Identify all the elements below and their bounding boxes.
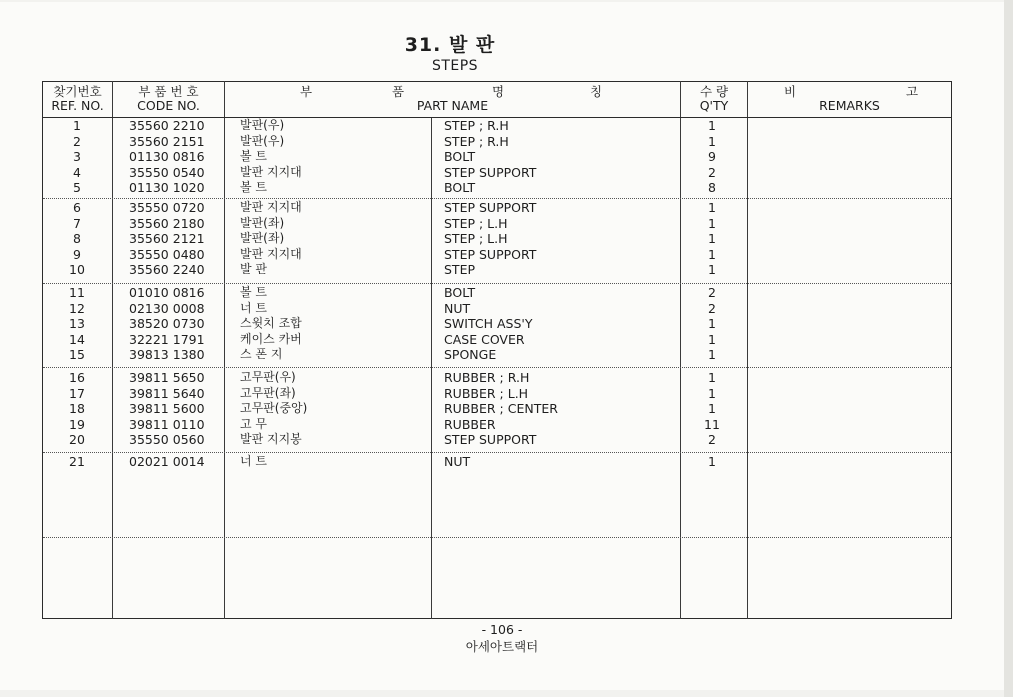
part-name-ko: 발판(우) <box>240 133 285 148</box>
part-name-ko: 발 판 <box>240 262 267 277</box>
quantity: 2 <box>708 285 716 300</box>
quantity: 11 <box>704 416 720 432</box>
ref-number: 1 <box>73 118 81 133</box>
header-name-ko-3: 명 <box>492 84 505 99</box>
part-name-ko: 발판 지지대 <box>240 200 302 214</box>
code-number: 01130 1020 <box>129 180 205 196</box>
code-number: 02021 0014 <box>129 454 205 469</box>
quantity: 2 <box>708 432 716 448</box>
table-row <box>43 301 951 317</box>
table-row <box>43 386 951 402</box>
table-row <box>43 432 951 448</box>
part-name-en: STEP SUPPORT <box>444 164 537 180</box>
ref-number: 8 <box>73 231 81 247</box>
ref-number: 4 <box>73 164 81 180</box>
ref-number: 19 <box>69 416 85 432</box>
part-name-ko: 발판 지지대 <box>240 246 302 261</box>
header-remarks-ko-1: 비 <box>784 84 797 99</box>
header-name-ko-1: 부 <box>300 84 313 99</box>
code-number: 39811 5600 <box>129 401 205 417</box>
ref-number: 18 <box>69 401 85 417</box>
table-row <box>43 134 951 150</box>
ref-number: 15 <box>69 347 85 363</box>
part-name-en: RUBBER ; L.H <box>444 385 529 401</box>
code-number: 32221 1791 <box>129 331 205 347</box>
header-code-en: CODE NO. <box>137 98 200 113</box>
code-number: 35550 0540 <box>129 164 205 180</box>
header-name-ko-4: 칭 <box>590 84 603 99</box>
table-row <box>43 332 951 348</box>
part-name-en: STEP SUPPORT <box>444 246 537 262</box>
code-number: 35550 0560 <box>129 432 205 448</box>
ref-number: 10 <box>69 262 85 278</box>
header-remarks-ko-2: 고 <box>906 84 919 99</box>
table-row <box>43 370 951 386</box>
quantity: 1 <box>708 246 716 262</box>
group-separator <box>43 283 951 284</box>
table-row <box>43 216 951 232</box>
ref-number: 9 <box>73 246 81 262</box>
part-name-en: RUBBER ; R.H <box>444 370 530 385</box>
part-name-ko: 볼 트 <box>240 285 267 299</box>
header-name-en: PART NAME <box>416 98 489 113</box>
part-name-ko: 발판(좌) <box>240 231 285 246</box>
ref-number: 5 <box>73 180 81 196</box>
quantity: 9 <box>708 149 716 165</box>
quantity: 1 <box>708 262 716 278</box>
part-name-ko: 너 트 <box>240 454 267 468</box>
code-number: 35560 2121 <box>129 231 205 247</box>
part-name-ko: 스 폰 지 <box>240 347 283 362</box>
part-name-en: BOLT <box>444 149 476 165</box>
ref-number: 14 <box>69 331 85 347</box>
ref-number: 2 <box>73 133 81 149</box>
quantity: 1 <box>708 200 716 215</box>
code-number: 35560 2151 <box>129 133 205 149</box>
table-row <box>43 165 951 181</box>
code-number: 38520 0730 <box>129 316 205 332</box>
part-name-ko: 너 트 <box>240 300 267 315</box>
quantity: 8 <box>708 180 716 196</box>
page-subtitle: STEPS <box>431 58 479 74</box>
table-row <box>43 316 951 332</box>
page-title: 31. 발 판 <box>404 34 496 56</box>
code-number: 35550 0480 <box>129 246 205 262</box>
quantity: 1 <box>708 385 716 401</box>
part-name-ko: 스윗치 조합 <box>240 316 302 331</box>
quantity: 2 <box>708 164 716 180</box>
part-name-en: STEP ; L.H <box>444 231 508 247</box>
code-number: 35560 2180 <box>129 215 205 231</box>
part-name-ko: 볼 트 <box>240 180 267 195</box>
part-name-en: SWITCH ASS'Y <box>444 316 533 332</box>
table-row <box>43 247 951 263</box>
header-name-ko-2: 품 <box>392 84 405 99</box>
header-ref-ko: 찾기번호 <box>53 84 102 99</box>
part-name-en: STEP ; L.H <box>444 215 508 231</box>
quantity: 1 <box>708 347 716 363</box>
code-number: 35560 2240 <box>129 262 205 278</box>
part-name-en: SPONGE <box>444 347 497 363</box>
table-row <box>43 180 951 196</box>
ref-number: 7 <box>73 215 81 231</box>
page-edge <box>1004 0 1013 697</box>
header-code-ko: 부 품 번 호 <box>138 84 199 99</box>
header-ref-en: REF. NO. <box>51 98 104 113</box>
ref-number: 6 <box>73 200 81 215</box>
table-row <box>43 231 951 247</box>
group-separator <box>43 367 951 368</box>
part-name-en: STEP <box>444 262 476 278</box>
ref-number: 21 <box>69 454 85 469</box>
ref-number: 12 <box>69 300 85 316</box>
ref-number: 16 <box>69 370 85 385</box>
header-qty-ko: 수 량 <box>699 84 729 99</box>
quantity: 2 <box>708 300 716 316</box>
part-name-en: NUT <box>444 454 471 469</box>
ref-number: 3 <box>73 149 81 165</box>
ref-number: 13 <box>69 316 85 332</box>
part-name-ko: 고무판(중앙) <box>240 401 308 416</box>
page-number: - 106 - <box>481 622 523 637</box>
part-name-en: CASE COVER <box>444 331 525 347</box>
group-separator <box>43 452 951 453</box>
part-name-en: STEP ; R.H <box>444 133 509 149</box>
code-number: 39811 5650 <box>129 370 205 385</box>
part-name-en: BOLT <box>444 180 476 196</box>
part-name-en: RUBBER ; CENTER <box>444 401 558 417</box>
code-number: 01130 0816 <box>129 149 205 165</box>
ref-number: 20 <box>69 432 85 448</box>
table-row <box>43 262 951 278</box>
table-row <box>43 200 951 216</box>
table-row <box>43 401 951 417</box>
table-row <box>43 417 951 433</box>
header-remarks-en: REMARKS <box>819 98 880 113</box>
table-row <box>43 285 951 301</box>
code-number: 01010 0816 <box>129 285 205 300</box>
code-number: 39813 1380 <box>129 347 205 363</box>
quantity: 1 <box>708 331 716 347</box>
code-number: 39811 5640 <box>129 385 205 401</box>
part-name-ko: 발판 지지봉 <box>240 432 302 447</box>
table-row <box>43 347 951 363</box>
table-row <box>43 118 951 134</box>
quantity: 1 <box>708 231 716 247</box>
part-name-en: RUBBER <box>444 416 496 432</box>
quantity: 1 <box>708 370 716 385</box>
publisher-name: 아세아트랙터 <box>465 639 539 654</box>
part-name-ko: 고무판(좌) <box>240 385 296 400</box>
table-row <box>43 454 951 470</box>
part-name-ko: 볼 트 <box>240 149 267 164</box>
quantity: 1 <box>708 215 716 231</box>
quantity: 1 <box>708 401 716 417</box>
group-separator <box>43 198 951 199</box>
code-number: 02130 0008 <box>129 300 205 316</box>
code-number: 35550 0720 <box>129 200 205 215</box>
code-number: 39811 0110 <box>129 416 205 432</box>
group-separator <box>43 537 951 538</box>
part-name-ko: 발판 지지대 <box>240 164 302 179</box>
part-name-en: STEP SUPPORT <box>444 200 537 215</box>
code-number: 35560 2210 <box>129 118 205 133</box>
part-name-ko: 고 무 <box>240 416 267 431</box>
part-name-en: STEP SUPPORT <box>444 432 537 448</box>
part-name-ko: 고무판(우) <box>240 370 296 384</box>
ref-number: 11 <box>69 285 85 300</box>
ref-number: 17 <box>69 385 85 401</box>
quantity: 1 <box>708 133 716 149</box>
quantity: 1 <box>708 316 716 332</box>
part-name-ko: 케이스 카버 <box>240 331 302 346</box>
header-qty-en: Q'TY <box>699 98 729 113</box>
part-name-en: STEP ; R.H <box>444 118 509 133</box>
table-row <box>43 149 951 165</box>
part-name-en: NUT <box>444 300 471 316</box>
quantity: 1 <box>708 454 716 469</box>
part-name-ko: 발판(우) <box>240 118 285 132</box>
quantity: 1 <box>708 118 716 133</box>
part-name-en: BOLT <box>444 285 476 300</box>
part-name-ko: 발판(좌) <box>240 215 285 230</box>
